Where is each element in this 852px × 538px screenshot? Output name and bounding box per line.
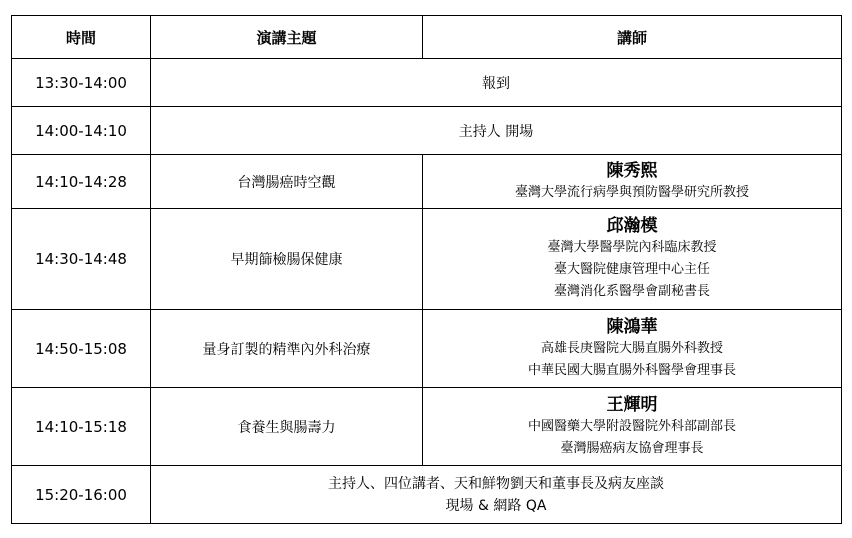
speaker-name: 邱瀚模: [606, 216, 658, 236]
row-speaker: [423, 155, 842, 209]
speaker-name: 王輝明: [606, 394, 658, 415]
row-time: 15:20-16:00: [12, 466, 151, 524]
header-time: 時間: [12, 16, 151, 59]
table-row: [12, 155, 842, 209]
speaker-title: 高雄長庚醫院大腸直腸外科教授: [540, 340, 723, 356]
header-speaker: 講師: [423, 16, 842, 59]
panel-line: 主持人、四位講者、天和鮮物劉天和董事長及病友座談: [328, 475, 664, 492]
qa-line: 現場 & 網路 QA: [445, 497, 547, 514]
row-time: 13:30-14:00: [12, 59, 151, 107]
speaker-name: 陳鴻華: [606, 316, 658, 337]
row-time: 14:10-15:18: [12, 388, 151, 466]
header-topic: 演講主題: [151, 16, 423, 59]
row-time: 14:10-14:28: [12, 155, 151, 209]
speaker-title: 臺灣大學醫學院內科臨床教授: [547, 240, 717, 255]
speaker-title: 臺灣大學流行病學與預防醫學研究所教授: [514, 184, 749, 200]
speaker-title: 中華民國大腸直腸外科醫學會理事長: [527, 362, 736, 378]
speaker-title: 中國醫藥大學附設醫院外科部副部長: [527, 418, 736, 434]
row-time: 14:00-14:10: [12, 107, 151, 155]
table-row: [12, 310, 842, 388]
row-merged-text: [151, 466, 842, 524]
table-row: [12, 209, 842, 310]
row-merged-text: 主持人 開場: [151, 107, 842, 155]
row-topic: 台灣腸癌時空觀: [151, 155, 423, 209]
row-time: 14:30-14:48: [12, 209, 151, 310]
table-row: [12, 59, 842, 107]
header-row: [12, 16, 842, 59]
row-topic: 量身訂製的精準內外科治療: [151, 310, 423, 388]
speaker-title: 臺大醫院健康管理中心主任: [553, 262, 710, 277]
schedule-table: [11, 15, 842, 524]
row-merged-text: 報到: [151, 59, 842, 107]
table-row: [12, 107, 842, 155]
table-row: [12, 388, 842, 466]
row-speaker: [423, 209, 842, 310]
row-speaker: [423, 388, 842, 466]
speaker-name: 陳秀熙: [606, 160, 658, 181]
row-topic: 早期篩檢腸保健康: [151, 209, 423, 310]
speaker-title: 臺灣腸癌病友協會理事長: [560, 440, 704, 456]
row-topic: 食養生與腸壽力: [151, 388, 423, 466]
speaker-title: 臺灣消化系醫學會副秘書長: [553, 284, 710, 299]
row-time: 14:50-15:08: [12, 310, 151, 388]
row-speaker: [423, 310, 842, 388]
table-row: [12, 466, 842, 524]
